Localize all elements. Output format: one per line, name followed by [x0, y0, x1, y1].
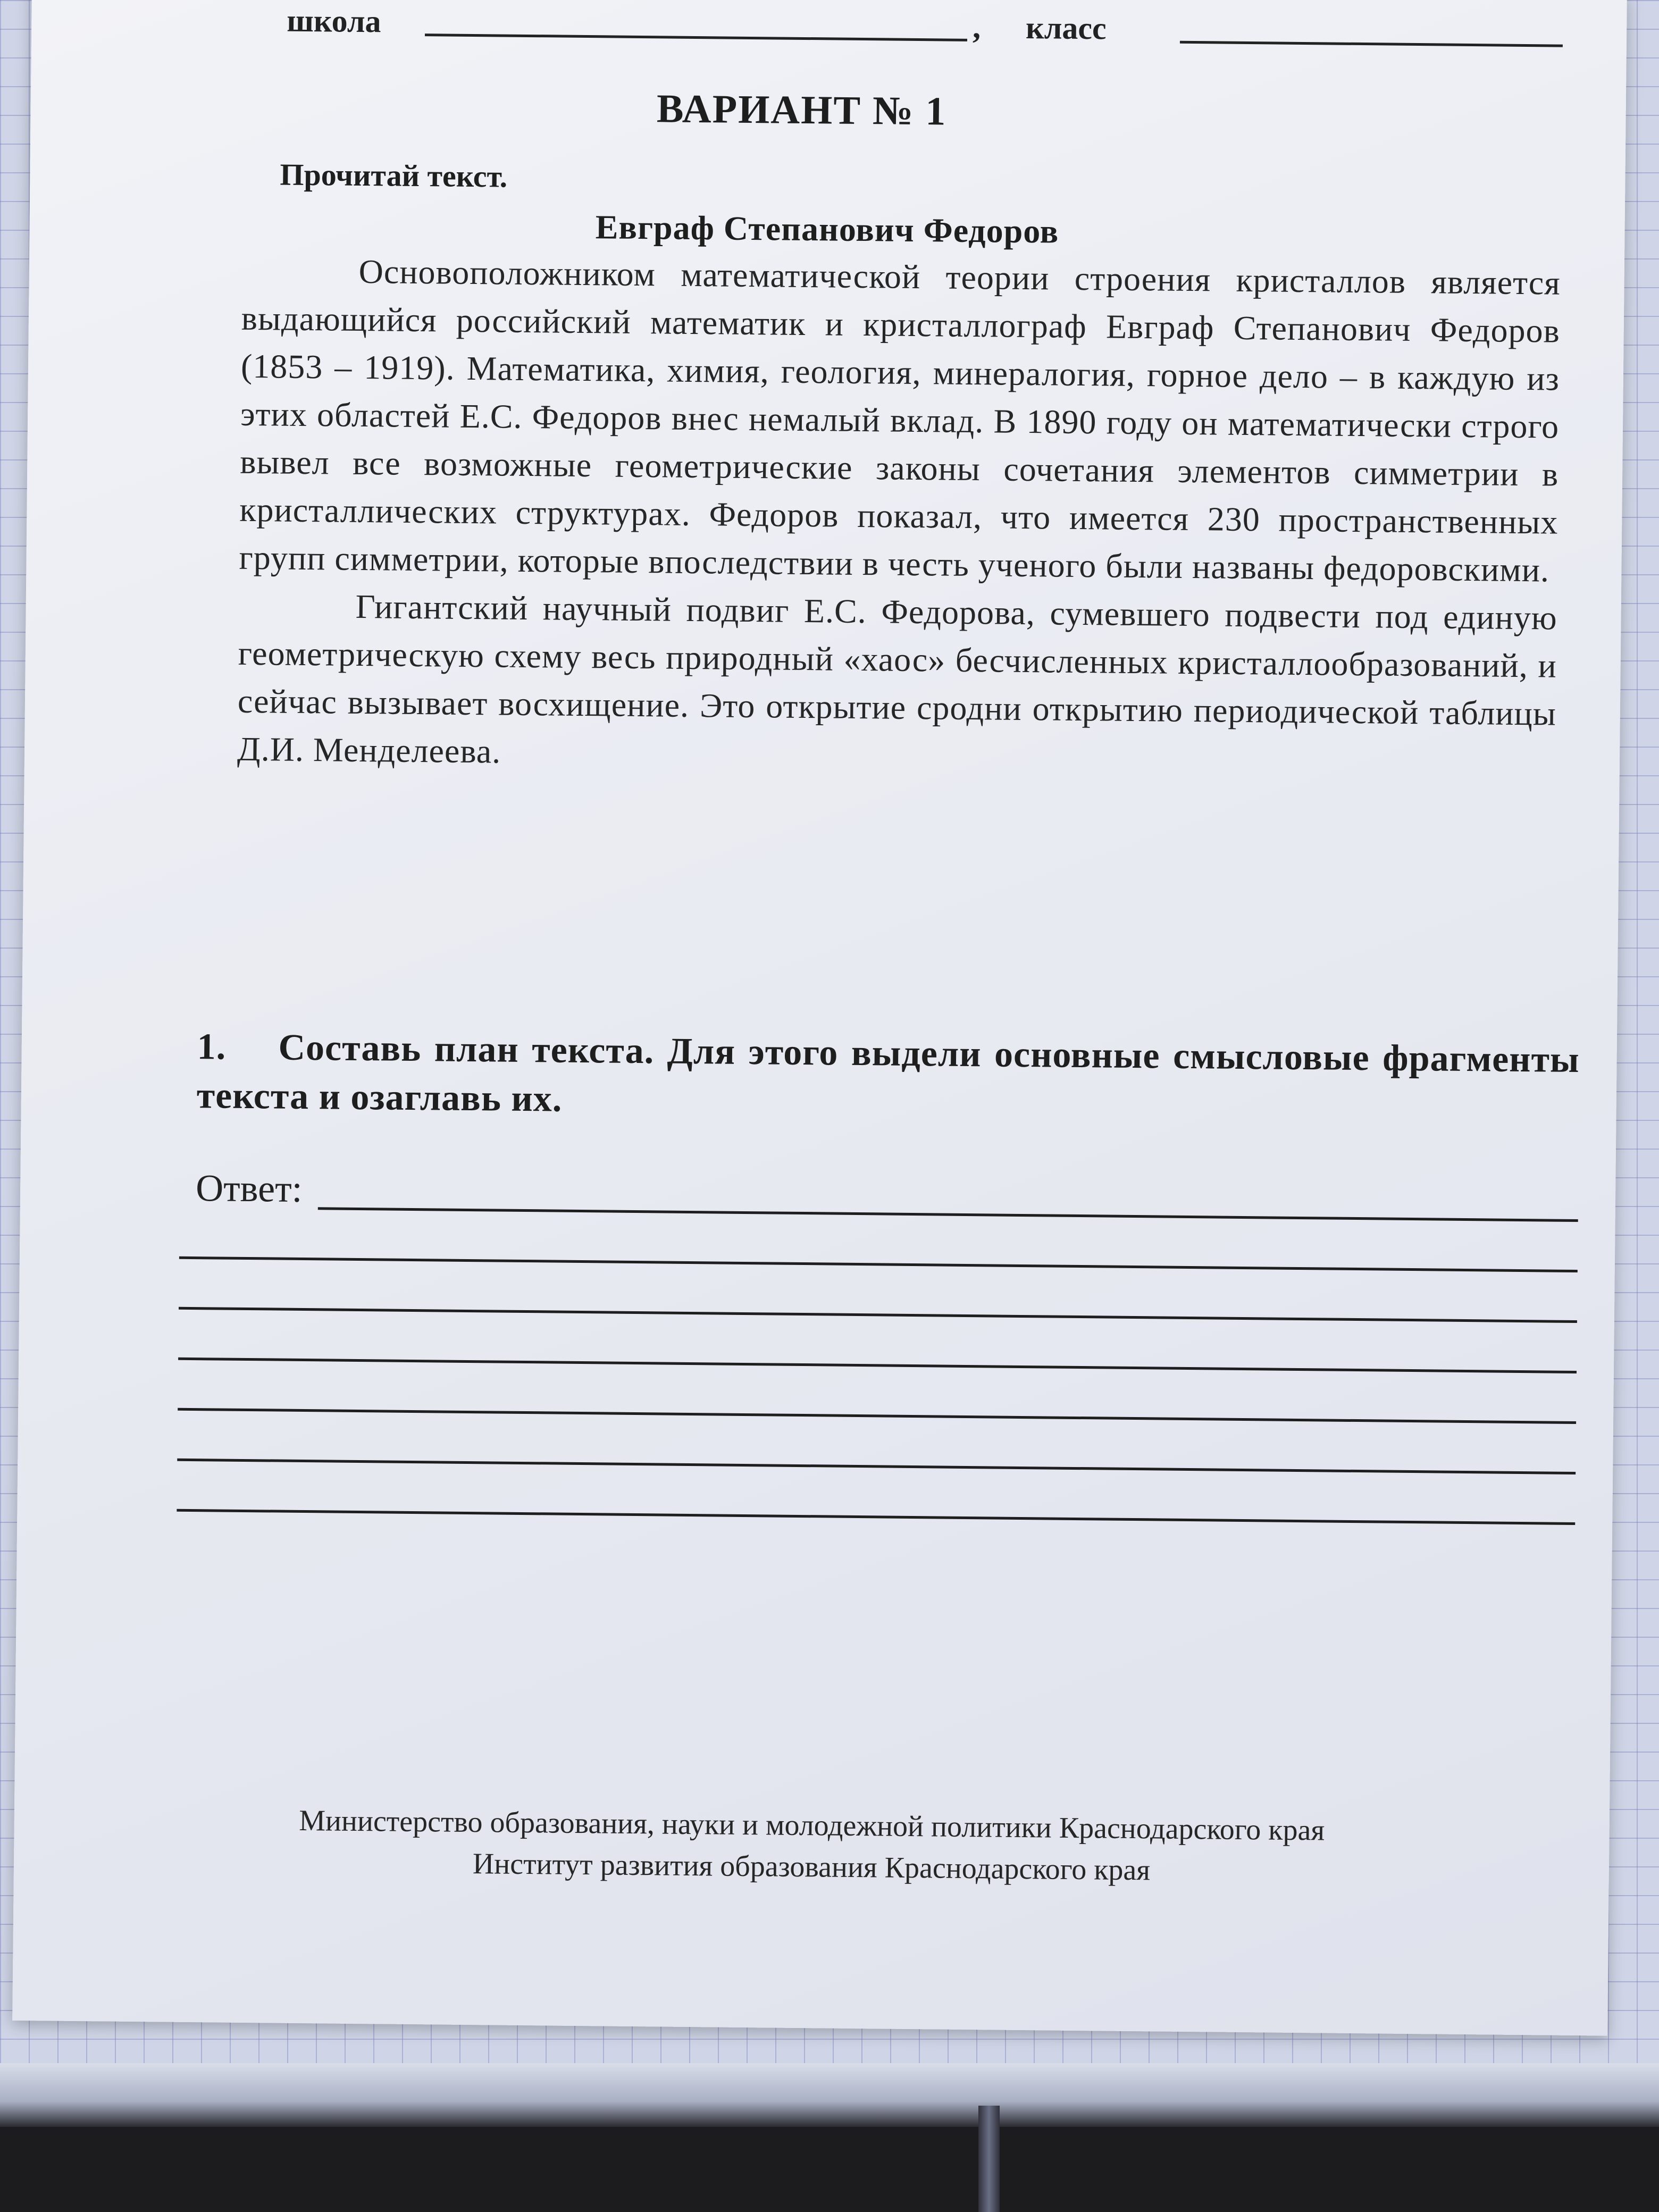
- notebook-bottom-edge: [0, 2063, 1659, 2127]
- pen-clip: [978, 2106, 1000, 2212]
- answer-line-3[interactable]: [179, 1307, 1577, 1323]
- comma: ,: [972, 9, 981, 45]
- answer-label: Ответ:: [195, 1167, 303, 1210]
- paragraph-2: Гигантский научный подвиг Е.С. Федорова, сумевшего подвести под единую геометрическую схему весь природный «хаос» бесчисленных кристаллообразований, и сейчас вызывает восхищение. Это открытие сродни открытию периодической таблицы Д.И. Менделеева.: [237, 587, 1557, 770]
- header-row: [287, 3, 1574, 73]
- task-number: 1.: [197, 1026, 227, 1068]
- answer-line-4[interactable]: [178, 1358, 1577, 1373]
- class-label: класс: [1025, 10, 1107, 46]
- footer-institute: Институт развития образования Краснодарского края: [472, 1847, 1151, 1887]
- footer-ministry: Министерство образования, науки и молодежной политики Краснодарского края: [299, 1804, 1325, 1847]
- answer-line-5[interactable]: [178, 1408, 1576, 1424]
- school-blank-line: [425, 33, 967, 41]
- text-title: Евграф Степанович Федоров: [595, 208, 1059, 250]
- answer-line-6[interactable]: [177, 1459, 1576, 1474]
- task-text: Составь план текста. Для этого выдели основные смысловые фрагменты текста и озаглавь их.: [196, 1027, 1580, 1120]
- footer: [14, 1797, 1610, 1896]
- reading-text: [237, 247, 1561, 786]
- variant-title: ВАРИАНТ № 1: [656, 86, 947, 134]
- paragraph-1: Основоположником математической теории строения кристаллов является выдающийся российский математик и кристаллограф Евграф Степанович Федоров (1853 – 1919). Математика, химия, геология, минералогия, горное дело – в каждую из этих областей Е.С. Федоров внес немалый вклад. В 1890 году он математически строго вывел все возможные геометрические законы сочетания элементов симметрии в кристаллических структурах. Федоров показал, что имеется 230 пространственных групп симметрии, которые впоследствии в честь ученого были названы федоровскими.: [239, 252, 1561, 589]
- task-1: [196, 1023, 1580, 1134]
- class-blank-line: [1180, 41, 1563, 47]
- instruction: Прочитай текст.: [280, 157, 508, 194]
- school-label: школа: [286, 3, 381, 39]
- answer-line-1[interactable]: [318, 1207, 1578, 1222]
- worksheet-page: [12, 0, 1627, 2036]
- answer-line-2[interactable]: [179, 1256, 1578, 1272]
- answer-line-7[interactable]: [177, 1509, 1575, 1525]
